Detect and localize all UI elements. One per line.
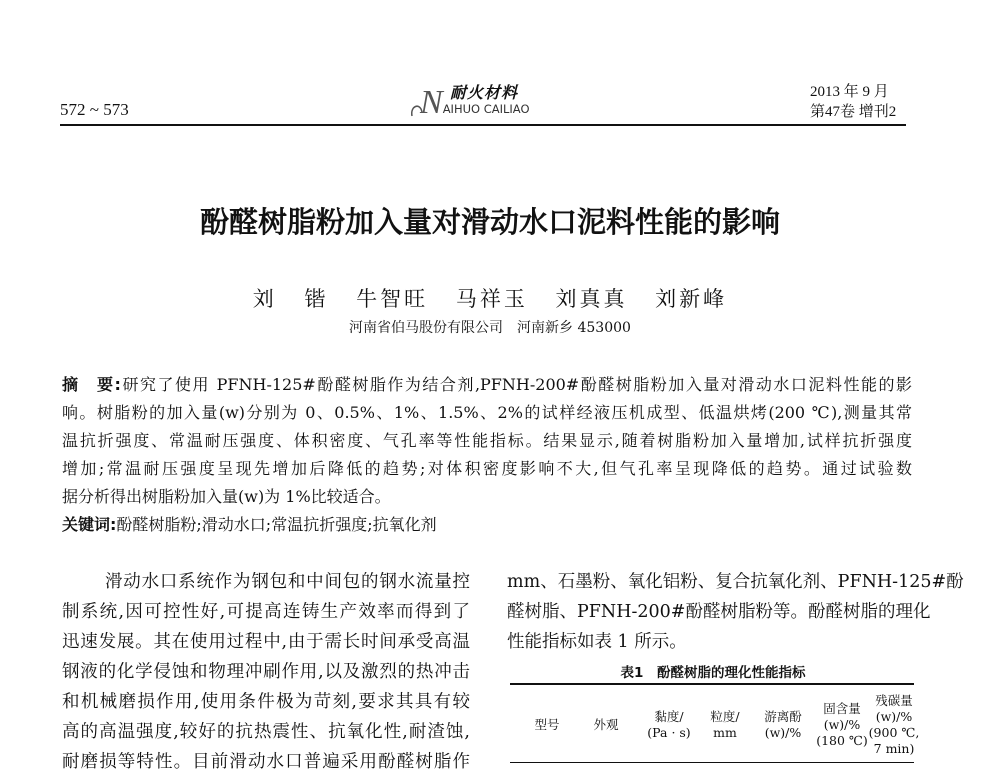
- table-header-cell: 外观: [593, 717, 619, 732]
- table-header-cell: 固含量 (w)/% (180 ℃): [816, 701, 868, 748]
- body-line: mm、石墨粉、氧化铝粉、复合抗氧化剂、PFNH-125#酚: [507, 572, 964, 592]
- keywords-text: 酚醛树脂粉;滑动水口;常温抗折强度;抗氧化剂: [116, 515, 437, 534]
- body-line: 性能指标如表 1 所示。: [507, 632, 687, 652]
- table-top-rule: [510, 683, 914, 685]
- journal-name-en: NAIHUO CAILIAO: [420, 84, 530, 121]
- body-line: 耐磨损等特性。目前滑动水口普遍采用酚醛树脂作: [62, 752, 470, 772]
- page-range: 572 ~ 573: [60, 100, 129, 119]
- body-line: 钢液的化学侵蚀和物理冲刷作用,以及激烈的热冲击: [62, 662, 470, 682]
- issue-date: 2013 年 9 月: [810, 84, 889, 100]
- header-rule: [60, 124, 906, 126]
- body-line: 制系统,因可控性好,可提高连铸生产效率而得到了: [62, 602, 470, 622]
- abstract-line: 响。树脂粉的加入量(w)分别为 0、0.5%、1%、1.5%、2%的试样经液压机成型、低温烘烤(200 ℃),测量其常: [62, 403, 912, 422]
- abstract-line: 据分析得出树脂粉加入量(w)为 1%比较适合。: [62, 487, 391, 506]
- issue-volume: 第47卷 增刊2: [810, 104, 897, 120]
- table-header-cell: 残碳量 (w)/% (900 ℃, 7 min): [868, 693, 920, 756]
- table-header-cell: 型号: [534, 717, 560, 732]
- table-caption: 表1 酚醛树脂的理化性能指标: [620, 665, 806, 681]
- body-line: 滑动水口系统作为钢包和中间包的钢水流量控: [105, 572, 470, 592]
- body-line: 醛树脂、PFNH-200#酚醛树脂粉等。酚醛树脂的理化: [507, 602, 931, 622]
- body-line: 和机械磨损作用,使用条件极为苛刻,要求其具有较: [62, 692, 470, 712]
- abstract-line: 摘 要:研究了使用 PFNH-125#酚醛树脂作为结合剂,PFNH-200#酚醛树脂粉加入量对滑动水口泥料性能的影: [62, 375, 912, 394]
- journal-logo: [408, 78, 568, 122]
- table-header-cell: 黏度/ (Pa · s): [647, 709, 691, 740]
- table-header-cell: 粒度/ mm: [710, 709, 740, 740]
- table-header-cell: 游离酚 (w)/%: [764, 709, 802, 740]
- abstract-line: 增加;常温耐压强度呈现先增加后降低的趋势;对体积密度影响不大,但气孔率呈现降低的趋势。通过试验数: [62, 459, 912, 478]
- journal-name-cn: 耐火材料: [450, 83, 519, 102]
- body-line: 高的高温强度,较好的抗热震性、抗氧化性,耐渣蚀,: [62, 722, 470, 742]
- paper-title: 酚醛树脂粉加入量对滑动水口泥料性能的影响: [199, 205, 780, 239]
- body-line: 迅速发展。其在使用过程中,由于需长时间承受高温: [62, 632, 470, 652]
- authors: 刘 锴 牛智旺 马祥玉 刘真真 刘新峰: [252, 287, 728, 311]
- abstract-line: 温抗折强度、常温耐压强度、体积密度、气孔率等性能指标。结果显示,随着树脂粉加入量增加,试样抗折强度: [62, 431, 912, 450]
- abstract-label: 摘 要:: [62, 375, 121, 394]
- keywords-label: 关键词:: [62, 515, 117, 534]
- keywords: [62, 512, 912, 536]
- affiliation: 河南省伯马股份有限公司 河南新乡 453000: [349, 320, 631, 336]
- table-header-rule: [510, 762, 914, 763]
